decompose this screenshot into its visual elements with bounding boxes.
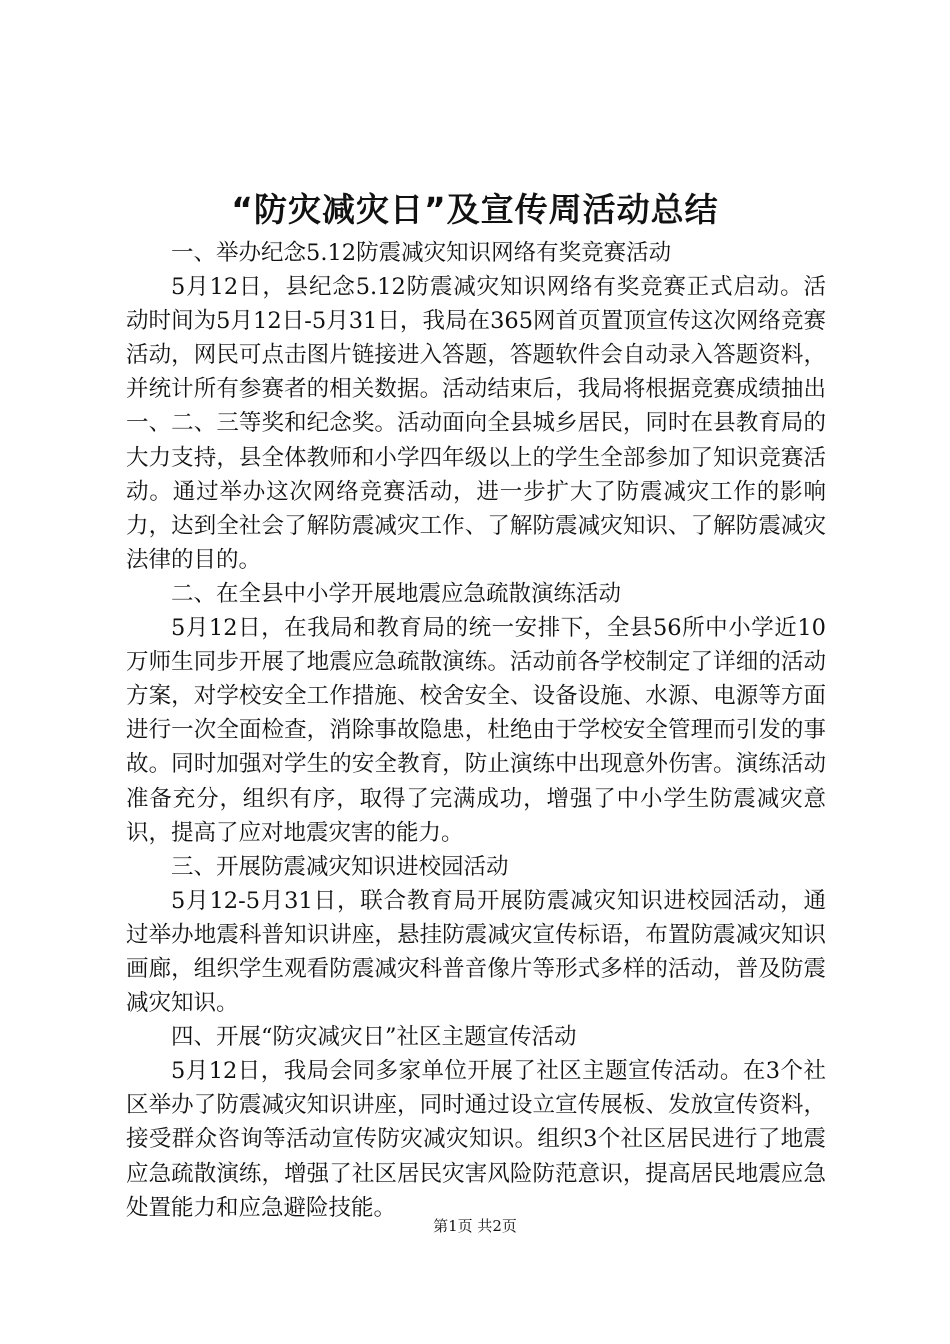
section-heading-1: 一、举办纪念5.12防震减灾知识网络有奖竞赛活动 bbox=[171, 240, 672, 266]
section-paragraph-2: 5月12日，在我局和教育局的统一安排下，全县56所中小学近10万师生同步开展了地震应急疏散演练。活动前各学校制定了详细的活动方案，对学校安全工作措施、校舍安全、设备设施、水源、电源等方面进行一次全面检查，消除事故隐患，杜绝由于学校安全管理而引发的事故。同时加强对学生的安全教育，防止演练中出现意外伤害。演练活动准备充分，组织有序，取得了完满成功，增强了中小学生防震减灾意识，提高了应对地震灾害的能力。 bbox=[126, 615, 826, 846]
section-heading-4: 四、开展“防灾减灾日”社区主题宣传活动 bbox=[171, 1024, 577, 1051]
section-paragraph-1: 5月12日，县纪念5.12防震减灾知识网络有奖竞赛正式启动。活动时间为5月12日-5月31日，我局在365网首页置顶宣传这次网络竞赛活动，网民可点击图片链接进入答题，答题软件会自动录入答题资料，并统计所有参赛者的相关数据。活动结束后，我局将根据竞赛成绩抽出一、二、三等奖和纪念奖。活动面向全县城乡居民，同时在县教育局的大力支持，县全体教师和小学四年级以上的学生全部参加了知识竞赛活动。通过举办这次网络竞赛活动，进一步扩大了防震减灾工作的影响力，达到全社会了解防震减灾工作、了解防震减灾知识、了解防震减灾法律的目的。 bbox=[126, 274, 826, 573]
document-title: “防灾减灾日”及宣传周活动总结 bbox=[231, 190, 719, 229]
page-number-footer: 第1页 共2页 bbox=[433, 1217, 517, 1235]
section-heading-2: 二、在全县中小学开展地震应急疏散演练活动 bbox=[171, 580, 622, 607]
section-heading-3: 三、开展防震减灾知识进校园活动 bbox=[171, 853, 509, 880]
document-body bbox=[126, 236, 826, 1225]
section-paragraph-3: 5月12-5月31日，联合教育局开展防震减灾知识进校园活动，通过举办地震科普知识讲座，悬挂防震减灾宣传标语，布置防震减灾知识画廊，组织学生观看防震减灾科普音像片等形式多样的活动，普及防震减灾知识。 bbox=[126, 887, 826, 1017]
section-paragraph-4: 5月12日，我局会同多家单位开展了社区主题宣传活动。在3个社区举办了防震减灾知识讲座，同时通过设立宣传展板、发放宣传资料，接受群众咨询等活动宣传防灾减灾知识。组织3个社区居民进行了地震应急疏散演练，增强了社区居民灾害风险防范意识，提高居民地震应急处置能力和应急避险技能。 bbox=[126, 1058, 826, 1221]
